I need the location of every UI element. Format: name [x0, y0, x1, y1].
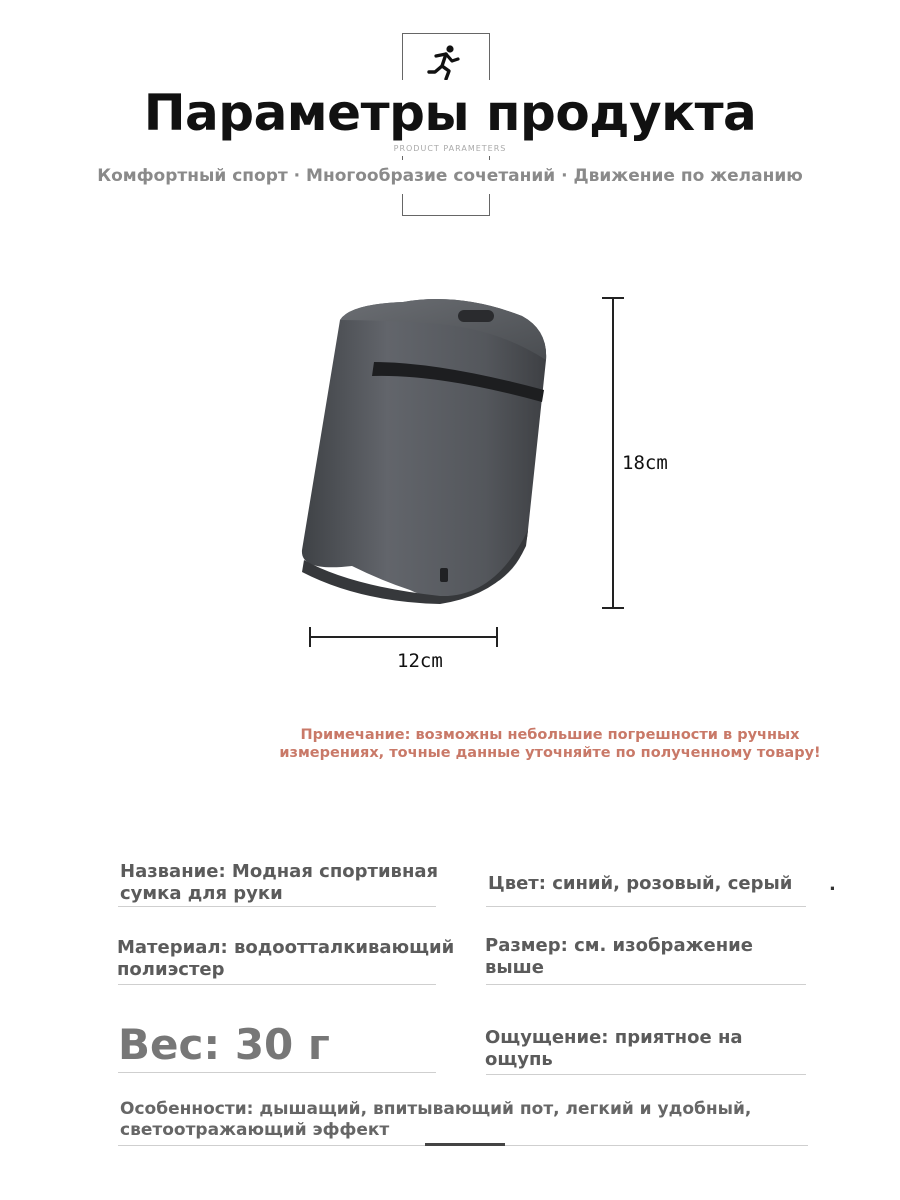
- dot-mark: .: [829, 874, 836, 895]
- width-dimension-cap-right: [496, 627, 498, 647]
- page-title: Параметры продукта: [143, 84, 757, 142]
- height-dimension-line: [612, 298, 614, 608]
- spec-name: Название: Модная спортивная сумка для руки: [120, 861, 439, 904]
- spec-features: Особенности: дышащий, впитывающий пот, легкий и удобный, светоотражающий эффект: [120, 1099, 752, 1140]
- spec-material: Материал: водоотталкивающий полиэстер: [117, 937, 455, 980]
- height-dimension-cap-top: [602, 297, 624, 299]
- divider: [486, 906, 806, 907]
- divider: [486, 1074, 806, 1075]
- armband-product-image: [290, 290, 590, 610]
- spec-color: Цвет: синий, розовый, серый: [488, 873, 793, 894]
- spec-size: Размер: см. изображение выше: [485, 935, 753, 978]
- width-dimension-label: 12cm: [397, 650, 443, 672]
- tagline: Комфортный спорт · Многообразие сочетаний · Движение по желанию: [97, 166, 803, 186]
- divider: [118, 1072, 436, 1073]
- spec-feel: Ощущение: приятное на ощупь: [485, 1027, 743, 1070]
- height-dimension-label: 18cm: [622, 452, 668, 474]
- measurement-note: Примечание: возможны небольшие погрешности в ручных измерениях, точные данные уточняйте по полученному товару!: [279, 727, 821, 761]
- spec-weight: Вес: 30 г: [118, 1020, 330, 1069]
- running-person-icon: [424, 42, 464, 82]
- width-dimension-cap-left: [309, 627, 311, 647]
- height-dimension-cap-bottom: [602, 607, 624, 609]
- divider: [486, 984, 806, 985]
- divider: [118, 984, 436, 985]
- subtitle-english: PRODUCT PARAMETERS: [393, 144, 507, 153]
- divider: [118, 906, 436, 907]
- width-dimension-line: [310, 636, 498, 638]
- divider-accent: [425, 1143, 505, 1146]
